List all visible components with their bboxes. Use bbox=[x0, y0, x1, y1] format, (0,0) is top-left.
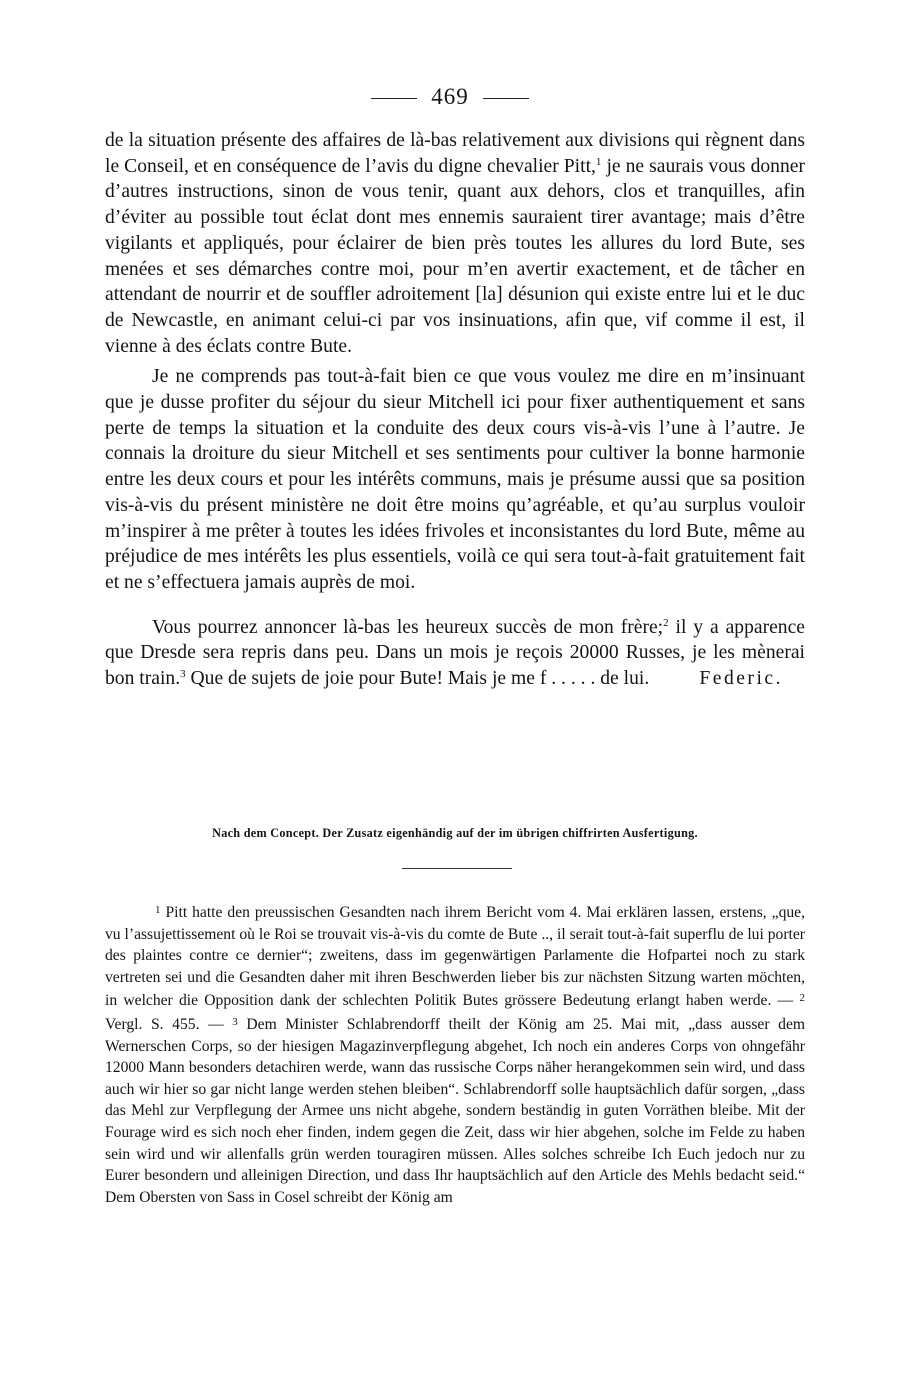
footnote-text-3: Dem Minister Schlabrendorff theilt der König am 25. Mai mit, „dass ausser dem Wernerschen Corps, so der hiesigen Magazinverpflegung abgehet, Ich noch ein anderes Corps von ohngefähr 12000 Mann besonders detachiren werde, wann das russische Corps näher herangekommen sein wird, und dass auch wir hier so gar nicht lange werden stehen bleiben“. Schlabrendorff solle hauptsächlich dafür sorgen, „dass das Mehl zur Verpflegung der Armee uns nicht abgehe, sondern beständig in guten Vorräthen bleibe. Mit der Fourage wird es sich noch eher finden, indem gegen die Zeit, dass wir hier abgehen, solche im Felde zu haben sein wird und wir allenfalls grün werden touragiren müssen. Alles solches schreibe Ich Euch jedoch nur zu Eurer besondern und alleinigen Direction, und dass Ihr hauptsächlich auf den Article des Mehls bedacht seid.“ Dem Obersten von Sass in Cosel schreibt der König am bbox=[105, 1015, 805, 1206]
footnote-number-3: 3 bbox=[232, 1015, 238, 1028]
paragraph-3-text-b: il y a apparence que Dresde sera repris dans peu. Dans un mois je reçois 20000 Russes, je les mènerai bon train. bbox=[105, 616, 805, 690]
footnote-number-1: 1 bbox=[155, 904, 161, 916]
footnote-ref-3: 3 bbox=[180, 668, 186, 681]
letter-body bbox=[105, 128, 805, 692]
footnotes bbox=[105, 900, 805, 1208]
header-dash-right bbox=[483, 98, 529, 99]
paragraph-1-text-a: de la situation présente des affaires de là-bas relativement aux divisions qui règnent dans le Conseil, et en conséquence de l’avis du digne chevalier Pitt, bbox=[105, 130, 805, 177]
footnote-text-1: Pitt hatte den preussischen Gesandten nach ihrem Bericht vom 4. Mai erklären lassen, erstens, „que, vu l’assujettissement où le Roi se trouvait vis-à-vis du comte de Bute .., il serait tout-à-fait superflu de lui porter des plaintes contre ce dernier“; zweitens, dass im gegenwärtigen Parlamente die Hofpartei noch zu stark vertreten sei und die Gesandten daher mit ihren Beschwerden lieber bis zur nächsten Sitzung warten möchten, in welcher die Opposition dank der schlechten Politik Butes grössere Bedeutung erlangt haben werde. — bbox=[105, 904, 805, 1010]
footnote-divider bbox=[402, 868, 512, 869]
paragraph-3-text-a: Vous pourrez annoncer là-bas les heureux succès de mon frère; bbox=[152, 616, 664, 638]
footnote-block bbox=[105, 900, 805, 1208]
footnote-ref-2: 2 bbox=[663, 616, 669, 629]
paragraph-1 bbox=[105, 128, 805, 359]
footnote-ref-1: 1 bbox=[595, 155, 602, 168]
footnote-number-2: 2 bbox=[799, 992, 805, 1005]
footnote-text-2: Vergl. S. 455. — bbox=[105, 1015, 233, 1033]
source-note: Nach dem Concept. Der Zusatz eigenhändig auf der im übrigen chiffrirten Ausfertigung. bbox=[212, 826, 698, 840]
paragraph-1-text-b: je ne saurais vous donner d’autres instructions, sinon de vous tenir, quant aux dehors, clos et tranquilles, afin d’éviter au possible tout éclat dont mes ennemis sauraient tirer avantage; mais d’être vigilants et appliqués, pour éclairer de bien près toutes les allures du lord Bute, ses menées et ses démarches contre moi, pour m’en avertir exactement, et de tâcher en attendant de nourrir et de souffler adroitement [la] désunion qui existe entre lui et le duc de Newcastle, en animant celui-ci par vos insinuations, afin que, vif comme il est, il vienne à des éclats contre Bute. bbox=[105, 155, 805, 357]
paragraph-3 bbox=[105, 615, 805, 692]
signature: Federic. bbox=[699, 668, 783, 690]
paragraph-2: Je ne comprends pas tout-à-fait bien ce que vous voulez me dire en m’insinuant que je dusse profiter du séjour du sieur Mitchell ici pour fixer authentiquement et sans perte de temps la situation et la conduite des deux cours vis-à-vis l’une à l’autre. Je connais la droiture du sieur Mitchell et ses sentiments pour cultiver la bonne harmonie entre les deux cours et pour les intérêts communs, mais je présume aussi que sa position vis-à-vis du présent ministère ne doit être moins qu’agréable, et qu’au surplus vouloir m’inspirer à me prêter à toutes les idées frivoles et inconsistantes du lord Bute, même au préjudice de mes intérêts les plus essentiels, voilà ce qui sera tout-à-fait gratuitement fait et ne s’effectuera jamais auprès de moi. bbox=[105, 366, 805, 593]
header-dash-left bbox=[371, 98, 417, 99]
page-header bbox=[0, 84, 900, 110]
page-number: 469 bbox=[431, 84, 469, 109]
paragraph-3-text-c: Que de sujets de joie pour Bute! Mais je me f . . . . . de lui. bbox=[185, 668, 650, 690]
